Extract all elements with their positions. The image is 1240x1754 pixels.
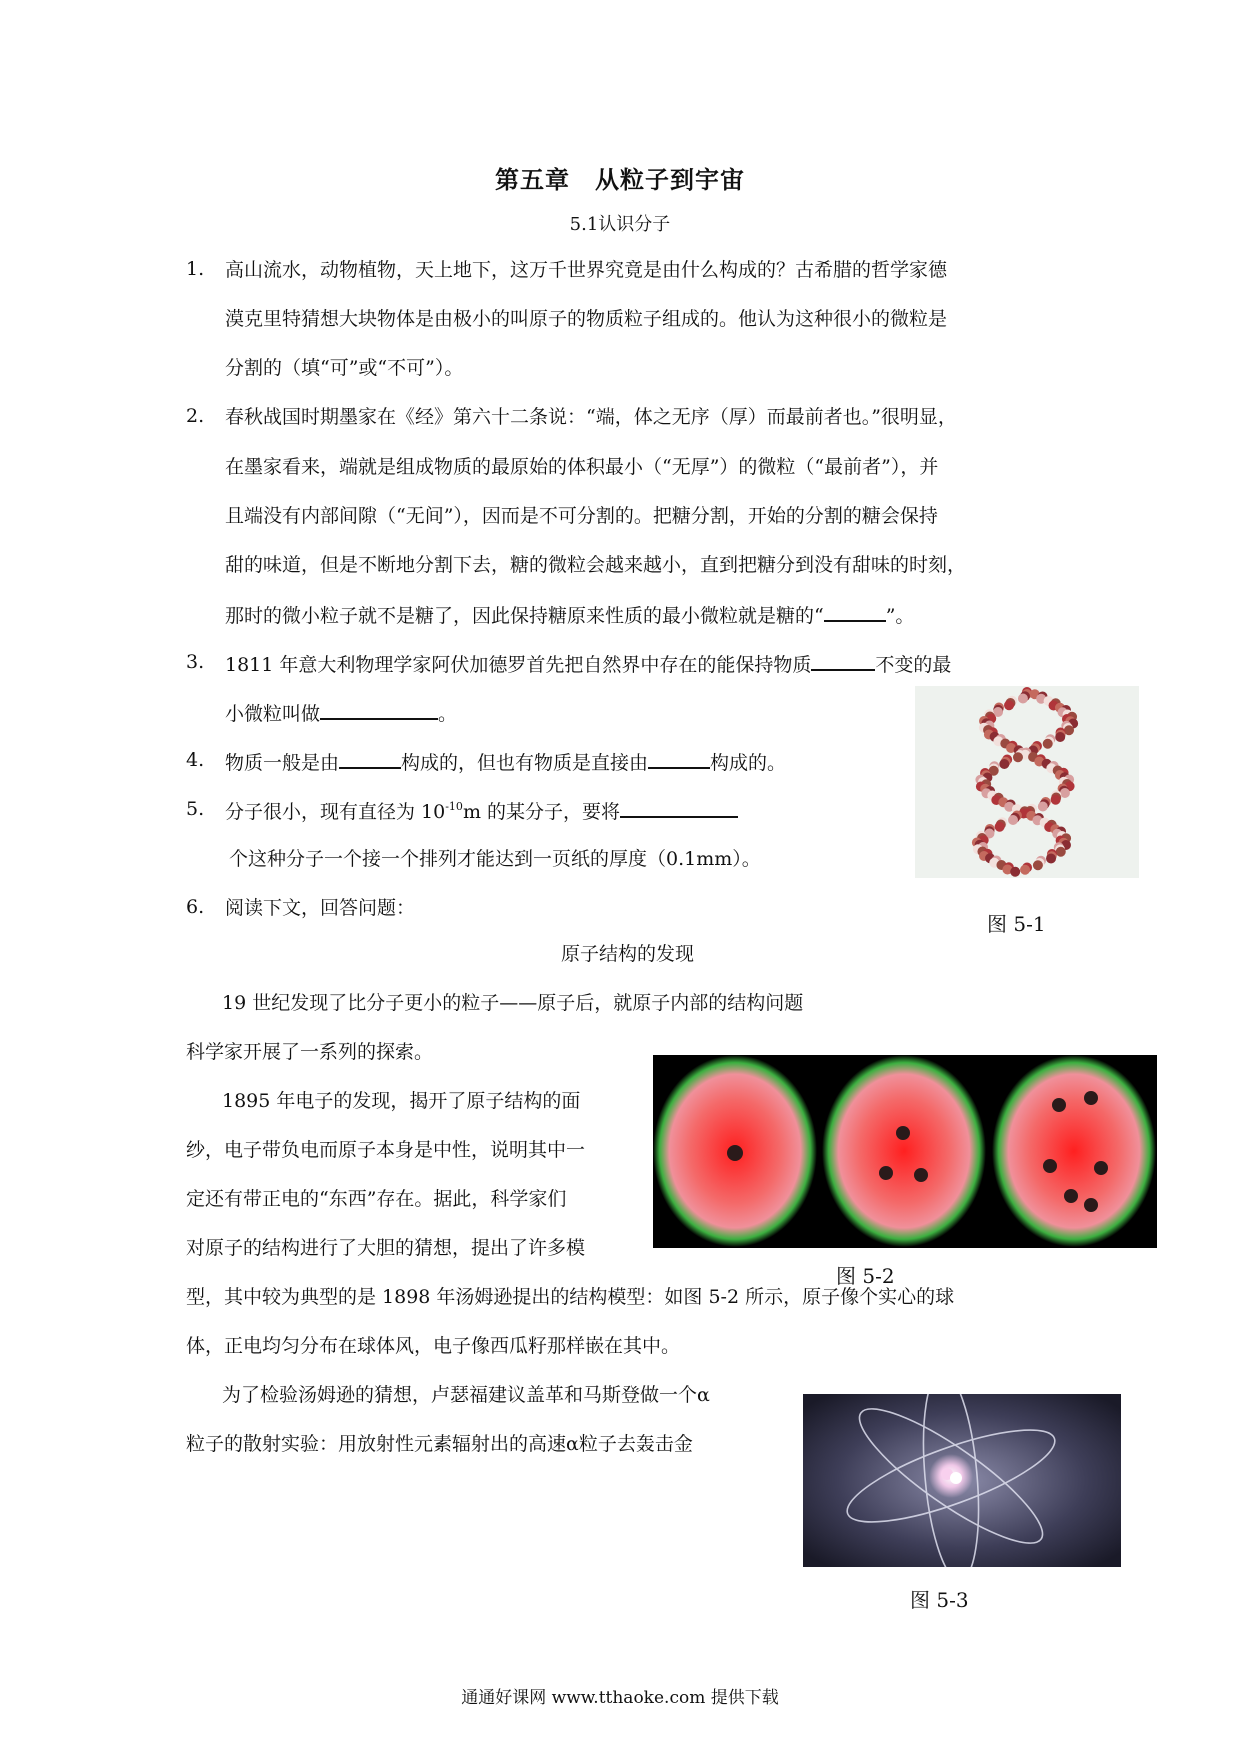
figure-5-1-caption: 图 5-1: [987, 912, 1046, 936]
article-p3-line-1: 为了检验汤姆逊的猜想，卢瑟福建议盖革和马斯登做一个α: [222, 1384, 710, 1406]
figure-5-3-caption: 图 5-3: [910, 1588, 969, 1612]
q4-line: [225, 749, 786, 775]
q3-line-1: [225, 651, 951, 677]
figure-5-2-caption: 图 5-2: [836, 1264, 895, 1288]
dna-bead: [1020, 865, 1030, 875]
article-heading: 原子结构的发现: [561, 943, 695, 965]
q4-number: 4.: [186, 749, 205, 771]
dna-bead: [1033, 860, 1043, 870]
dna-bead: [1008, 815, 1018, 825]
q2-line-2: 在墨家看来，端就是组成物质的最原始的体积最小（“无厚”）的微粒（“最前者”），并: [225, 456, 939, 478]
answer-blank[interactable]: [811, 651, 875, 671]
q5-line-1: [225, 798, 738, 827]
dna-bead: [1060, 788, 1070, 798]
answer-blank[interactable]: [320, 700, 438, 720]
dna-bead: [1018, 694, 1028, 704]
q6-number: 6.: [186, 896, 205, 918]
dna-bead: [999, 759, 1009, 769]
dna-bead: [1013, 752, 1023, 762]
article-p2-line-2: 纱，电子带负电而原子本身是中性，说明其中一: [186, 1139, 586, 1161]
section-title: 5.1认识分子: [569, 214, 671, 235]
q5-exponent: -10: [445, 800, 463, 813]
plum-pudding-image: [653, 1055, 1157, 1248]
dna-bead: [1064, 725, 1074, 735]
dna-bead: [1043, 739, 1053, 749]
article-p2-line-3: 定还有带正电的“东西”存在。据此，科学家们: [186, 1188, 567, 1210]
q1-number: 1.: [186, 258, 205, 280]
article-p2-line-1: 1895 年电子的发现，揭开了原子结构的面: [222, 1090, 581, 1112]
q2-line-3: 且端没有内部间隙（“无间”），因而是不可分割的。把糖分割，开始的分割的糖会保持: [225, 505, 938, 527]
answer-blank[interactable]: [620, 798, 738, 818]
dna-bead: [1051, 795, 1061, 805]
q4-text-c: 构成的。: [710, 752, 787, 774]
q5-text-b: m 的某分子，要将: [462, 801, 620, 823]
dna-bead: [1038, 802, 1048, 812]
page-footer: 通通好课网 www.tthaoke.com 提供下载: [461, 1688, 779, 1708]
dna-bead: [1004, 700, 1014, 710]
dna-bead: [1010, 867, 1020, 877]
dna-helix-figure: [915, 686, 1139, 878]
q2-line-1: 春秋战国时期墨家在《经》第六十二条说：“端，体之无序（厚）而最前者也。”很明显，: [225, 406, 957, 428]
atom-orbit-image: [803, 1394, 1121, 1567]
q5-number: 5.: [186, 798, 205, 820]
dna-bead: [1046, 854, 1056, 864]
atom-orbit-figure: [803, 1394, 1121, 1567]
q3-text-a: 1811 年意大利物理学家阿伏加德罗首先把自然界中存在的能保持物质: [225, 654, 812, 676]
answer-blank[interactable]: [339, 749, 401, 769]
q3-line-2: [225, 700, 457, 726]
article-p2-line-6: 体，正电均匀分布在球体风，电子像西瓜籽那样嵌在其中。: [186, 1335, 681, 1357]
dna-bead: [1055, 732, 1065, 742]
q1-line-2: 漠克里特猜想大块物体是由极小的叫原子的物质粒子组成的。他认为这种很小的微粒是: [225, 308, 948, 330]
article-p3-line-2: 粒子的散射实验：用放射性元素辐射出的高速α粒子去轰击金: [186, 1433, 693, 1455]
q2-line-4: 甜的味道，但是不断地分割下去，糖的微粒会越来越小，直到把糖分到没有甜味的时刻，: [225, 554, 967, 576]
q2-line-5-text: 那时的微小粒子就不是糖了，因此保持糖原来性质的最小微粒就是糖的“: [225, 605, 824, 627]
answer-blank[interactable]: [824, 602, 886, 622]
q4-text-a: 物质一般是由: [225, 752, 340, 774]
dna-bead: [1056, 847, 1066, 857]
q5-text-a: 分子很小，现有直径为 10: [225, 801, 446, 823]
article-p2-line-5: 型，其中较为典型的是 1898 年汤姆逊提出的结构模型：如图 5-2 所示，原子像个实心的球: [186, 1286, 955, 1308]
chapter-title: 第五章 从粒子到宇宙: [495, 166, 745, 194]
q3-number: 3.: [186, 651, 205, 673]
q3-text-d: 。: [438, 703, 458, 725]
q1-line-1: 高山流水，动物植物，天上地下，这万千世界究竟是由什么构成的？古希腊的哲学家德: [225, 259, 948, 281]
q2-line-5: [225, 602, 914, 628]
q2-line-5-end: ”。: [885, 605, 915, 627]
article-p1-line-2: 科学家开展了一系列的探索。: [186, 1041, 434, 1063]
q1-line-3: 分割的（填“可”或“不可”）。: [225, 357, 464, 379]
q3-text-c: 小微粒叫做: [225, 703, 321, 725]
dna-helix-image: [915, 686, 1139, 878]
dna-bead: [995, 822, 1005, 832]
answer-blank[interactable]: [648, 749, 710, 769]
q4-text-b: 构成的，但也有物质是直接由: [401, 752, 649, 774]
q2-number: 2.: [186, 405, 205, 427]
article-p1-line-1: 19 世纪发现了比分子更小的粒子——原子后，就原子内部的结构问题: [222, 992, 804, 1014]
q5-line-2: 个这种分子一个接一个排列才能达到一页纸的厚度（0.1mm）。: [229, 848, 761, 870]
plum-pudding-figure: [653, 1055, 1157, 1248]
article-p2-line-4: 对原子的结构进行了大胆的猜想，提出了许多模: [186, 1237, 586, 1259]
q6-text: 阅读下文，回答问题：: [225, 897, 416, 919]
q3-text-b: 不变的最: [875, 654, 952, 676]
